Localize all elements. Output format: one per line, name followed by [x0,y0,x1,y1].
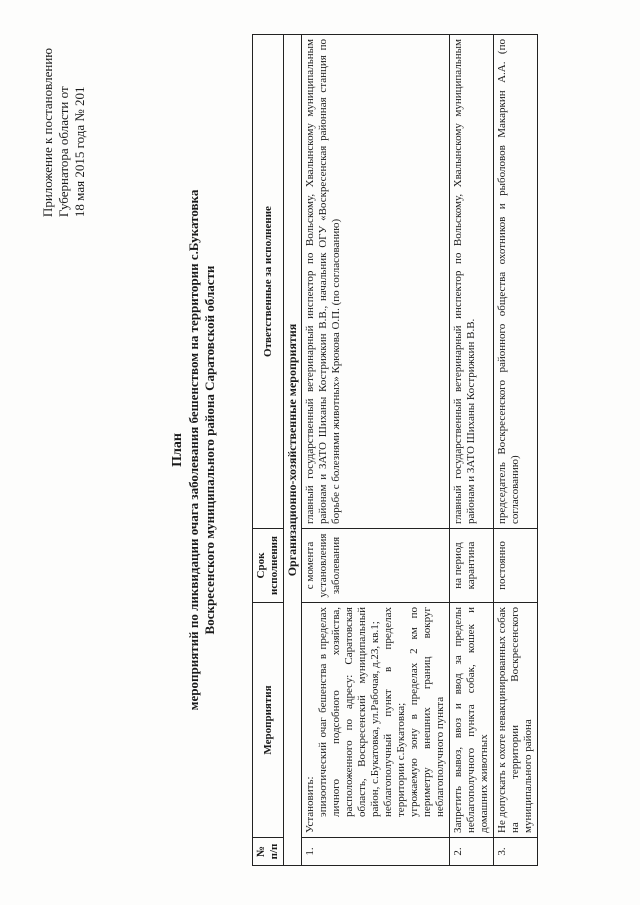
activity-intro: Установить: [304,776,316,833]
row-term: на период карантина [450,529,494,603]
table-row [494,35,538,866]
appendix-line-2: Губернатора области от [56,86,71,218]
rotated-document [20,20,620,880]
appendix-line-3: 18 мая 2015 года № 201 [72,86,87,218]
section-row [284,35,302,866]
title-line-2: Воскресенского муниципального района Саратовской области [202,265,217,635]
row-num: 3. [494,838,538,866]
table-row [450,35,494,866]
row-responsible: председатель Воскресенского районного общества охотников и рыболовов Макаркин А.А. (по согласованию) [494,35,538,529]
header-term: Срок исполнения [253,529,284,603]
row-responsible: главный государственный ветеринарный инспектор по Вольскому, Хвалынскому муниципальным районам и ЗАТО Шиханы Кострижкин В.В. [450,35,494,529]
appendix-note [40,48,88,217]
row-activity: Запретить вывоз, ввоз и ввод за пределы неблагополучного пункта собак, кошек и домашних животных [450,603,494,838]
row-term: постоянно [494,529,538,603]
measures-table [252,34,538,866]
row-num: 1. [302,838,450,866]
document-title [170,20,218,880]
header-responsible: Ответственные за исполнение [253,35,284,529]
activity-item: угрожаемую зону в пределах 2 км по периметру внешних границ вокруг неблагополучного пункта [408,607,446,817]
header-num: № п/п [253,838,284,866]
table-row [302,35,450,866]
title-line-1: мероприятий по ликвидации очага заболевания бешенством на территории с.Букатовка [186,189,201,711]
row-activity: Не допускать к охоте невакцинированных собак на территории Воскресенского муниципального района [494,603,538,838]
activity-item: неблагополучный пункт в пределах территории с.Букатовка; [382,607,407,817]
appendix-line-1: Приложение к постановлению [40,48,55,218]
table-header-row [253,35,284,866]
title-plan: План [170,433,185,467]
row-num: 2. [450,838,494,866]
activity-item: эпизоотический очаг бешенства в пределах личного подсобного хозяйства, расположенного по адресу: Саратовская область, Воскресенский муниципальный район, с.Букатовка, ул.Рабочая, д.23, кв.1; [317,607,381,817]
row-activity [302,603,450,838]
row-responsible: главный государственный ветеринарный инспектор по Вольскому, Хвалынскому муниципальным районам и ЗАТО Шиханы Кострижкин В.В., начальник ОГУ «Воскресенская районная станция по борьбе с болезнями животных» Крюкова О.П. (по согласованию) [302,35,450,529]
header-activities: Мероприятия [253,603,284,838]
row-term: с момента установления заболевания [302,529,450,603]
section-title: Организационно-хозяйственные мероприятия [284,35,302,866]
